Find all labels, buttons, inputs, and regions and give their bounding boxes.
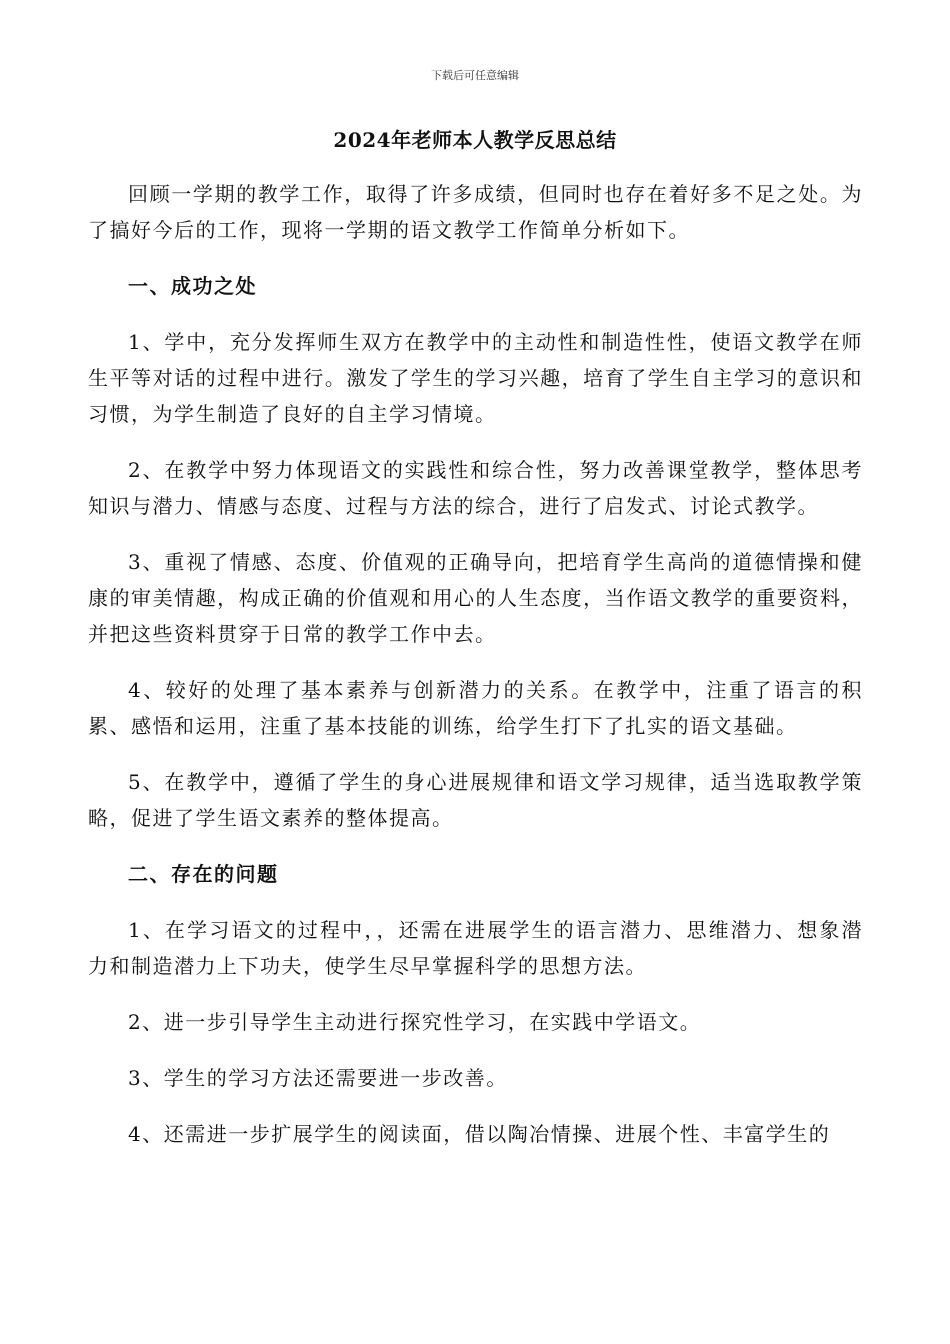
document-body: [88, 176, 863, 1172]
success-item-5: 5、在教学中，遵循了学生的身心进展规律和语文学习规律，适当选取教学策略，促进了学生语文素养的整体提高。: [88, 770, 863, 830]
problem-item-3: 3、学生的学习方法还需要进一步改善。: [128, 1066, 508, 1090]
section-heading-successes: 一、成功之处: [128, 274, 257, 298]
success-item-2: 2、在教学中努力体现语文的实践性和综合性，努力改善课堂教学，整体思考知识与潜力、情感与态度、过程与方法的综合，进行了启发式、讨论式教学。: [88, 458, 863, 518]
success-item-1: 1、学中，充分发挥师生双方在教学中的主动性和制造性性，使语文教学在师生平等对话的过程中进行。激发了学生的学习兴趣，培育了学生自主学习的意识和习惯，为学生制造了良好的自主学习情境。: [88, 330, 863, 426]
success-item-4: 4、较好的处理了基本素养与创新潜力的关系。在教学中，注重了语言的积累、感悟和运用，注重了基本技能的训练，给学生打下了扎实的语文基础。: [88, 678, 863, 738]
problem-item-2: 2、进一步引导学生主动进行探究性学习，在实践中学语文。: [128, 1010, 702, 1034]
problem-item-4: 4、还需进一步扩展学生的阅读面，借以陶冶情操、进展个性、丰富学生的: [128, 1122, 831, 1146]
section-heading-problems: 二、存在的问题: [128, 862, 279, 886]
header-note: 下载后可任意编辑: [431, 69, 519, 82]
intro-paragraph: 回顾一学期的教学工作，取得了许多成绩，但同时也存在着好多不足之处。为了搞好今后的工作，现将一学期的语文教学工作简单分析如下。: [88, 182, 863, 242]
success-item-3: 3、重视了情感、态度、价值观的正确导向，把培育学生高尚的道德情操和健康的审美情趣，构成正确的价值观和用心的人生态度，当作语文教学的重要资料，并把这些资料贯穿于日常的教学工作中去。: [88, 550, 863, 646]
document-title: 2024年老师本人教学反思总结: [333, 128, 617, 152]
problem-item-1: 1、在学习语文的过程中，，还需在进展学生的语言潜力、思维潜力、想象潜力和制造潜力上下功夫，使学生尽早掌握科学的思想方法。: [88, 918, 863, 978]
